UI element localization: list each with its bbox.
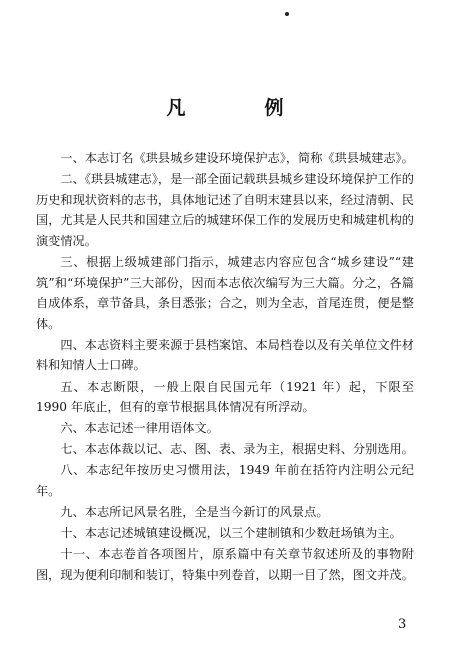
preface-content <box>36 148 414 585</box>
list-item: 四、本志资料主要来源于县档案馆、本局档卷以及有关单位文件材料和知情人士口碑。 <box>36 337 414 373</box>
list-item: 六、本志记述一律用语体文。 <box>60 421 219 436</box>
page-title: 凡 例 <box>166 97 314 119</box>
list-item: 八、本志纪年按历史习惯用法，1949 年前在括符内注明公元纪年。 <box>36 463 414 498</box>
list-item: 三、根据上级城建部门指示，城建志内容应包含“城乡建设”“建筑”和“环境保护”三大部份，因而本志依次编写为三大篇。分之，各篇自成体系，章节备具，条目悉张；合之，则为全志，首尾连贯，便是整体。 <box>36 254 414 331</box>
list-item: 二、《珙县城建志》，是一部全面记载珙县城乡建设环境保护工作的历史和现状资料的志书，具体地记述了自明末建县以来，经过清朝、民国，尤其是人民共和国建立后的城建环保工作的发展历史和城建机构的演变情况。 <box>36 172 414 248</box>
top-dot-mark <box>285 12 289 16</box>
list-item: 十一、本志卷首各项图片，原系篇中有关章节叙述所及的事物附图，现为便利印制和装订，特集中列卷首，以期一目了然，图文并茂。 <box>36 547 414 582</box>
list-item: 五、本志断限，一般上限自民国元年（1921 年）起，下限至 1990 年底止，但有的章节根据具体情况有所浮动。 <box>36 379 414 415</box>
list-item: 七、本志体裁以记、志、图、表、录为主，根据史料、分别选用。 <box>60 442 414 457</box>
page-number: 3 <box>398 617 407 632</box>
list-item: 一、本志订名《珙县城乡建设环境保护志》，简称《珙县城建志》。 <box>60 151 414 165</box>
list-item: 九、本志所记风景名胜，全是当今新订的风景点。 <box>60 505 329 520</box>
list-item: 十、本志记述城镇建设概况，以三个建制镇和少数赶场镇为主。 <box>60 526 402 541</box>
